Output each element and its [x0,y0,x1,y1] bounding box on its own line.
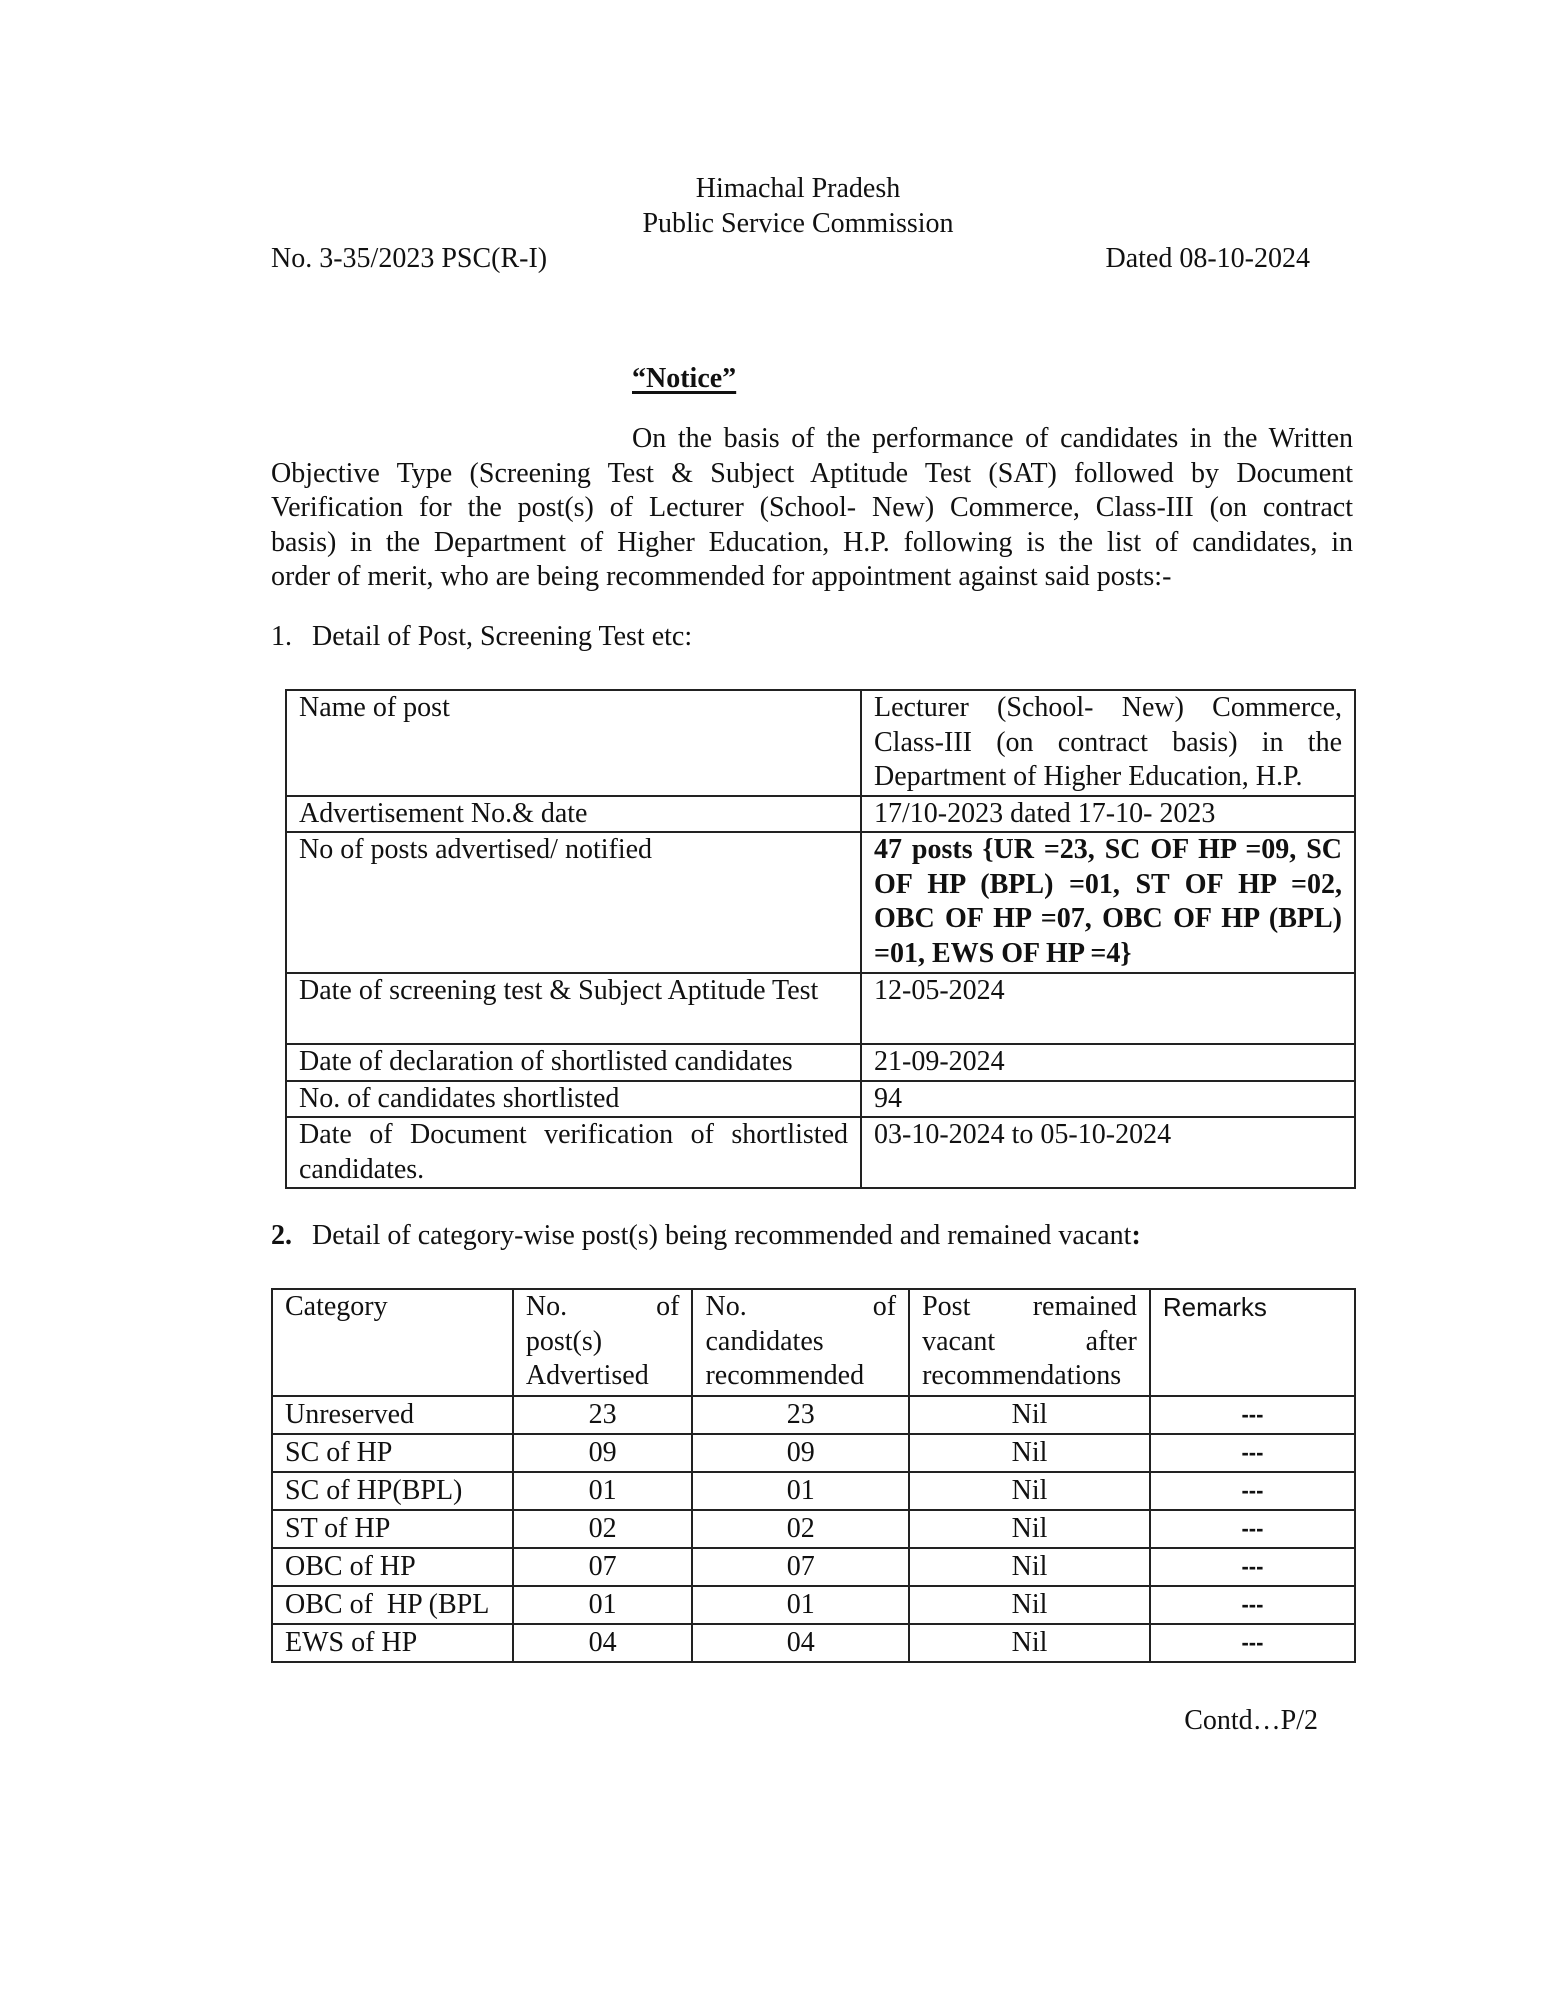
cell-category: Unreserved [272,1396,513,1434]
row-label: No. of candidates shortlisted [286,1081,861,1118]
section2-number: 2. [271,1220,292,1251]
cell-category: EWS of HP [272,1624,513,1662]
cell-advertised: 02 [513,1510,693,1548]
posts-breakdown-value: 47 posts {UR =23, SC OF HP =09, SC OF HP (BPL) =01, ST OF HP =02, OBC OF HP =07, OBC OF HP (BPL) =01, EWS OF HP =4} [861,832,1355,973]
column-header-category: Category [272,1289,513,1396]
cell-advertised: 01 [513,1472,693,1510]
table-row [272,1472,1355,1510]
row-label: No of posts advertised/ notified [286,832,861,973]
cell-advertised: 23 [513,1396,693,1434]
table-header-row [272,1289,1355,1396]
cell-advertised: 04 [513,1624,693,1662]
cell-vacant: Nil [909,1624,1150,1662]
continued-marker: Contd…P/2 [1184,1705,1318,1736]
row-value: 21-09-2024 [861,1044,1355,1081]
column-header-advertised: No. of post(s) Advertised [513,1289,693,1396]
cell-vacant: Nil [909,1396,1150,1434]
paragraph-line: On the basis of the performance of candidates in the Written [632,423,1353,454]
paragraph-line: Objective Type (Screening Test & Subject Aptitude Test (SAT) followed by Document [271,457,1353,489]
table-row [272,1586,1355,1624]
org-name-line1: Himachal Pradesh [695,173,901,204]
cell-recommended: 02 [692,1510,909,1548]
table-row [286,1081,1355,1118]
table-row [272,1510,1355,1548]
row-value: 12-05-2024 [861,973,1355,1044]
paragraph-line: Verification for the post(s) of Lecturer (School- New) Commerce, Class-III (on contract [271,492,1353,523]
cell-remarks: --- [1150,1510,1355,1548]
table-row [272,1396,1355,1434]
table-row [286,796,1355,833]
category-wise-table [271,1288,1356,1663]
column-header-vacant: Post remained vacant after recommendations [909,1289,1150,1396]
cell-vacant: Nil [909,1548,1150,1586]
table-row [286,690,1355,796]
intro-paragraph [271,422,1353,595]
cell-recommended: 09 [692,1434,909,1472]
row-value: 17/10-2023 dated 17-10- 2023 [861,796,1355,833]
cell-advertised: 09 [513,1434,693,1472]
section1-heading [271,620,692,654]
cell-recommended: 04 [692,1624,909,1662]
row-label: Date of declaration of shortlisted candidates [286,1044,861,1081]
org-name-line2: Public Service Commission [642,208,954,239]
row-value: Lecturer (School- New) Commerce, Class-III (on contract basis) in the Department of Higher Education, H.P. [861,690,1355,796]
cell-vacant: Nil [909,1510,1150,1548]
cell-advertised: 01 [513,1586,693,1624]
column-header-recommended: No. of candidates recommended [692,1289,909,1396]
cell-vacant: Nil [909,1434,1150,1472]
section1-number: 1. [271,621,292,652]
section2-heading [271,1219,1141,1253]
section2-colon: : [1131,1220,1141,1251]
row-label: Date of Document verification of shortlisted candidates. [286,1117,861,1188]
cell-category: SC of HP [272,1434,513,1472]
notice-title: “Notice” [632,363,737,394]
cell-recommended: 01 [692,1586,909,1624]
row-label: Date of screening test & Subject Aptitude Test [286,973,861,1044]
cell-remarks: --- [1150,1586,1355,1624]
cell-category: SC of HP(BPL) [272,1472,513,1510]
cell-remarks: --- [1150,1472,1355,1510]
table-row [272,1624,1355,1662]
cell-vacant: Nil [909,1586,1150,1624]
reference-number: No. 3-35/2023 PSC(R-I) [271,243,548,274]
cell-advertised: 07 [513,1548,693,1586]
cell-recommended: 07 [692,1548,909,1586]
cell-remarks: --- [1150,1396,1355,1434]
table-row [286,1044,1355,1081]
notice-date: Dated 08-10-2024 [1105,243,1310,274]
row-label: Advertisement No.& date [286,796,861,833]
cell-category: OBC of HP (BPL [272,1586,513,1624]
row-value: 03-10-2024 to 05-10-2024 [861,1117,1355,1188]
cell-remarks: --- [1150,1548,1355,1586]
paragraph-line: basis) in the Department of Higher Education, H.P. following is the list of candidates, in [271,526,1353,558]
table-row [286,1117,1355,1188]
table-row [272,1548,1355,1586]
column-header-remarks: Remarks [1150,1289,1355,1396]
cell-recommended: 23 [692,1396,909,1434]
section1-title: Detail of Post, Screening Test etc: [312,621,693,652]
cell-recommended: 01 [692,1472,909,1510]
section2-title: Detail of category-wise post(s) being recommended and remained vacant [312,1220,1132,1251]
post-details-table [285,689,1356,1189]
row-label: Name of post [286,690,861,796]
cell-category: OBC of HP [272,1548,513,1586]
table-row [286,973,1355,1044]
table-row [272,1434,1355,1472]
cell-vacant: Nil [909,1472,1150,1510]
cell-category: ST of HP [272,1510,513,1548]
row-value: 94 [861,1081,1355,1118]
paragraph-line: order of merit, who are being recommended for appointment against said posts:- [271,561,1172,592]
cell-remarks: --- [1150,1624,1355,1662]
table-row [286,832,1355,973]
cell-remarks: --- [1150,1434,1355,1472]
